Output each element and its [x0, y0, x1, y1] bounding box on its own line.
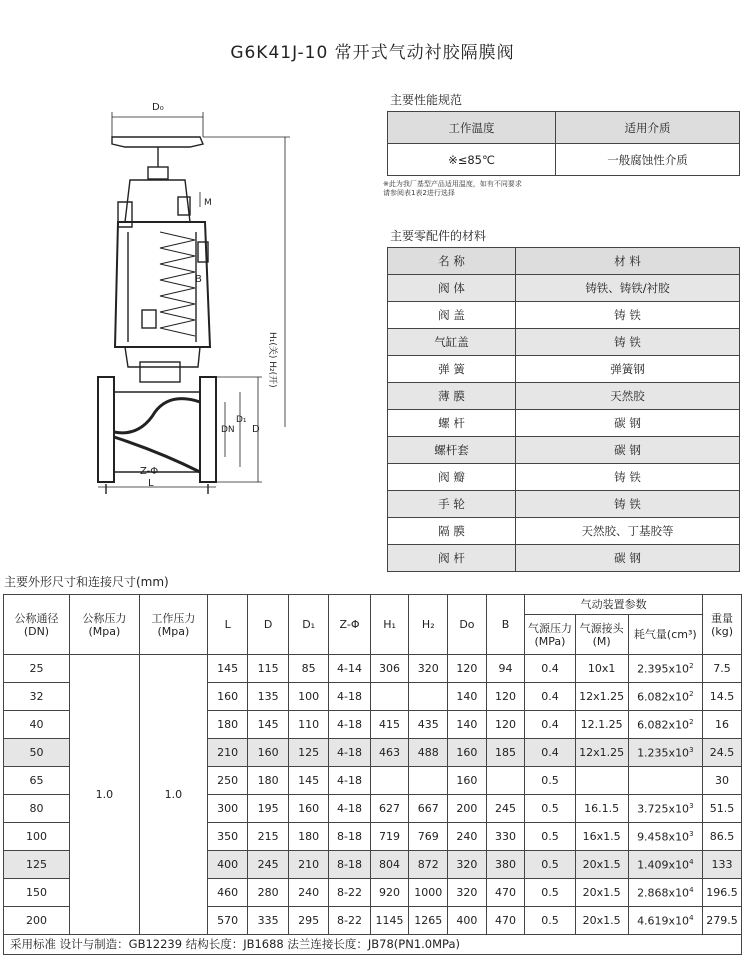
- dims-cell-dn: 50: [4, 739, 70, 767]
- dims-cell-Do: 320: [448, 879, 487, 907]
- dims-cell-H1: 920: [370, 879, 409, 907]
- label-h: H₁(关) H₂(开): [267, 332, 277, 388]
- materials-cell-mat: 铸 铁: [516, 464, 740, 491]
- dims-cell-L: 145: [207, 655, 247, 683]
- dims-cell-exp: 4: [689, 885, 694, 894]
- dims-cell-p: 0.5: [525, 879, 575, 907]
- dims-cell-Z: 8-22: [329, 907, 370, 935]
- dims-cell-c: $6.082x10^2$: [628, 683, 703, 711]
- perf-medium: 一般腐蚀性介质: [556, 144, 740, 176]
- materials-cell-mat: 碳 钢: [516, 545, 740, 572]
- dims-cell-p: 0.4: [525, 739, 575, 767]
- dims-cell-Do: 120: [448, 655, 487, 683]
- dims-cell-B: 120: [486, 683, 525, 711]
- dims-cell-c: $6.082x10^2$: [628, 711, 703, 739]
- materials-cell-mat: 弹簧钢: [516, 356, 740, 383]
- dims-cell-H1: 719: [370, 823, 409, 851]
- dims-cell-D: 135: [248, 683, 288, 711]
- dims-cell-Do: 200: [448, 795, 487, 823]
- dims-cell-L: 300: [207, 795, 247, 823]
- dims-cell-c: $1.235x10^3$: [628, 739, 703, 767]
- dims-cell-H1: 415: [370, 711, 409, 739]
- page-title: G6K41J-10 常开式气动衬胶隔膜阀: [230, 43, 515, 63]
- dims-cell-D1: 110: [288, 711, 328, 739]
- dims-cell-D: 180: [248, 767, 288, 795]
- dims-cell-p: 0.4: [525, 711, 575, 739]
- materials-cell-mat: 铸 铁: [516, 329, 740, 356]
- dims-cell-B: 120: [486, 711, 525, 739]
- dims-cell-c: $4.619x10^4$: [628, 907, 703, 935]
- dims-cell-Z: 4-14: [329, 655, 370, 683]
- materials-cell-mat: 天然胶、丁基胶等: [516, 518, 740, 545]
- dims-cell-p: 0.4: [525, 655, 575, 683]
- materials-row: [388, 545, 740, 572]
- dims-h-d: D: [248, 595, 288, 655]
- dims-cell-B: 470: [486, 907, 525, 935]
- dims-cell-H1: [370, 767, 409, 795]
- materials-cell-name: 薄 膜: [388, 383, 516, 410]
- dims-cell-dn: 200: [4, 907, 70, 935]
- dims-cell-D1: 240: [288, 879, 328, 907]
- dims-cell-D: 280: [248, 879, 288, 907]
- materials-row: [388, 302, 740, 329]
- dims-cell-p: 0.5: [525, 795, 575, 823]
- dims-cell-dn: 65: [4, 767, 70, 795]
- dims-cell-D: 195: [248, 795, 288, 823]
- dims-cell-c: $3.725x10^3$: [628, 795, 703, 823]
- dims-cell-H1: 306: [370, 655, 409, 683]
- materials-col-mat: 材 料: [516, 248, 740, 275]
- dims-cell-B: 245: [486, 795, 525, 823]
- label-d0: D₀: [152, 102, 164, 113]
- dims-cell-p: 0.5: [525, 767, 575, 795]
- dims-cell-B: 470: [486, 879, 525, 907]
- dims-cell-dn: 80: [4, 795, 70, 823]
- dims-cell-exp: 3: [689, 801, 694, 810]
- dims-cell-D1: 295: [288, 907, 328, 935]
- dims-cell-H2: 667: [409, 795, 448, 823]
- dims-cell-Z: 4-18: [329, 795, 370, 823]
- perf-note-line1: ※此为我厂基型产品适用温度，如有不同要求: [383, 180, 522, 188]
- materials-cell-name: 阀 瓣: [388, 464, 516, 491]
- materials-col-name: 名 称: [388, 248, 516, 275]
- dims-cell-j: 10x1: [575, 655, 628, 683]
- dims-cell-j: 12x1.25: [575, 739, 628, 767]
- materials-cell-mat: 碳 钢: [516, 437, 740, 464]
- dims-cell-j: 20x1.5: [575, 879, 628, 907]
- dims-cell-p: 0.5: [525, 907, 575, 935]
- label-m: M: [204, 198, 212, 208]
- dims-h-air-p: 气源压力(MPa): [525, 615, 575, 655]
- dims-cell-Z: 4-18: [329, 767, 370, 795]
- dims-cell-p: 0.5: [525, 823, 575, 851]
- dims-cell-j: 20x1.5: [575, 851, 628, 879]
- dims-cell-B: 330: [486, 823, 525, 851]
- dims-h-h2: H₂: [409, 595, 448, 655]
- dims-cell-dn: 100: [4, 823, 70, 851]
- dims-cell-exp: 3: [689, 829, 694, 838]
- materials-cell-mat: 天然胶: [516, 383, 740, 410]
- dims-cell-c: [628, 767, 703, 795]
- label-d1: D₁: [236, 415, 247, 425]
- materials-row: [388, 329, 740, 356]
- dims-cell-dn: 25: [4, 655, 70, 683]
- dims-cell-D1: 85: [288, 655, 328, 683]
- dims-cell-D1: 100: [288, 683, 328, 711]
- materials-row: [388, 518, 740, 545]
- dims-cell-D: 215: [248, 823, 288, 851]
- perf-table: [387, 111, 740, 176]
- dims-cell-L: 210: [207, 739, 247, 767]
- dims-cell-j: 12.1.25: [575, 711, 628, 739]
- materials-cell-name: 气缸盖: [388, 329, 516, 356]
- label-b: B: [195, 274, 202, 285]
- dims-table: [3, 594, 742, 935]
- materials-row: [388, 410, 740, 437]
- dims-cell-D: 160: [248, 739, 288, 767]
- dims-h-air-j: 气源接头(M): [575, 615, 628, 655]
- dims-cell-exp: 2: [689, 661, 694, 670]
- dims-cell-Z: 4-18: [329, 683, 370, 711]
- dims-h-air-c: 耗气量(cm³): [628, 615, 703, 655]
- dims-cell-w: 7.5: [703, 655, 742, 683]
- materials-cell-name: 螺杆套: [388, 437, 516, 464]
- dims-row: [4, 655, 742, 683]
- dims-cell-Z: 4-18: [329, 711, 370, 739]
- dims-cell-j: 12x1.25: [575, 683, 628, 711]
- valve-drawing: [70, 92, 310, 502]
- dims-cell-H2: [409, 767, 448, 795]
- dims-cell-c: $1.409x10^4$: [628, 851, 703, 879]
- dims-cell-B: 94: [486, 655, 525, 683]
- dims-cell-c: $2.868x10^4$: [628, 879, 703, 907]
- dims-h-wp: 工作压力(Mpa): [139, 595, 207, 655]
- dims-h-air: 气动装置参数: [525, 595, 703, 615]
- label-zphi: Z-Φ: [140, 466, 159, 477]
- dims-cell-H2: 769: [409, 823, 448, 851]
- dims-cell-w: 30: [703, 767, 742, 795]
- dims-cell-wp: 1.0: [139, 655, 207, 935]
- label-dn: DN: [221, 425, 235, 435]
- dims-cell-w: 24.5: [703, 739, 742, 767]
- dims-cell-H1: 1145: [370, 907, 409, 935]
- dims-cell-Do: 140: [448, 711, 487, 739]
- dims-cell-Z: 8-18: [329, 851, 370, 879]
- dims-cell-dn: 150: [4, 879, 70, 907]
- dims-h-h1: H₁: [370, 595, 409, 655]
- perf-col-temp: 工作温度: [388, 112, 556, 144]
- dims-cell-H1: 463: [370, 739, 409, 767]
- dims-cell-exp: 3: [689, 745, 694, 754]
- dims-cell-exp: 2: [689, 717, 694, 726]
- materials-row: [388, 464, 740, 491]
- dims-cell-c: $2.395x10^2$: [628, 655, 703, 683]
- materials-cell-mat: 碳 钢: [516, 410, 740, 437]
- materials-row: [388, 356, 740, 383]
- dims-cell-H1: [370, 683, 409, 711]
- dims-cell-j: [575, 767, 628, 795]
- dims-cell-H1: 804: [370, 851, 409, 879]
- dims-cell-exp: 2: [689, 689, 694, 698]
- dims-cell-L: 180: [207, 711, 247, 739]
- dims-cell-Do: 160: [448, 739, 487, 767]
- dims-h-wt: 重量(kg): [703, 595, 742, 655]
- dims-cell-D: 115: [248, 655, 288, 683]
- materials-row: [388, 491, 740, 518]
- dims-cell-w: 196.5: [703, 879, 742, 907]
- dims-cell-L: 460: [207, 879, 247, 907]
- dims-cell-L: 250: [207, 767, 247, 795]
- materials-cell-name: 螺 杆: [388, 410, 516, 437]
- dims-cell-L: 570: [207, 907, 247, 935]
- dims-cell-exp: 4: [689, 913, 694, 922]
- dims-cell-w: 133: [703, 851, 742, 879]
- dims-cell-Do: 400: [448, 907, 487, 935]
- dims-cell-H2: 435: [409, 711, 448, 739]
- materials-cell-mat: 铸铁、铸铁/衬胶: [516, 275, 740, 302]
- dims-cell-H2: 872: [409, 851, 448, 879]
- dims-cell-w: 279.5: [703, 907, 742, 935]
- dims-cell-p: 0.4: [525, 683, 575, 711]
- dims-cell-j: 16x1.5: [575, 823, 628, 851]
- dims-cell-j: 20x1.5: [575, 907, 628, 935]
- dims-cell-p: 0.5: [525, 851, 575, 879]
- materials-cell-name: 隔 膜: [388, 518, 516, 545]
- dims-cell-w: 51.5: [703, 795, 742, 823]
- dims-cell-w: 14.5: [703, 683, 742, 711]
- materials-row: [388, 275, 740, 302]
- dims-cell-Z: 4-18: [329, 739, 370, 767]
- dims-cell-Do: 240: [448, 823, 487, 851]
- dims-cell-exp: 4: [689, 857, 694, 866]
- dims-cell-Do: 140: [448, 683, 487, 711]
- dims-h-z: Z-Φ: [329, 595, 370, 655]
- materials-row: [388, 383, 740, 410]
- dims-cell-D: 145: [248, 711, 288, 739]
- perf-note: [383, 180, 522, 198]
- dims-cell-Do: 320: [448, 851, 487, 879]
- dims-cell-H1: 627: [370, 795, 409, 823]
- materials-table: [387, 247, 740, 572]
- dims-cell-D1: 160: [288, 795, 328, 823]
- dims-cell-Z: 8-22: [329, 879, 370, 907]
- dims-cell-dn: 125: [4, 851, 70, 879]
- standard-footer: 采用标准 设计与制造：GB12239 结构长度：JB1688 法兰连接长度：JB78(PN1.0MPa): [3, 933, 742, 955]
- dims-cell-B: 185: [486, 739, 525, 767]
- dims-cell-pn: 1.0: [69, 655, 139, 935]
- perf-note-line2: 请参阅表1表2进行选择: [383, 189, 455, 197]
- dims-cell-D1: 180: [288, 823, 328, 851]
- dims-cell-dn: 32: [4, 683, 70, 711]
- materials-heading: 主要零配件的材料: [390, 229, 487, 243]
- dims-heading: 主要外形尺寸和连接尺寸(mm): [4, 575, 169, 589]
- label-d: D: [252, 424, 260, 435]
- dims-cell-Do: 160: [448, 767, 487, 795]
- dims-cell-dn: 40: [4, 711, 70, 739]
- dims-h-dn: 公称通径(DN): [4, 595, 70, 655]
- dims-cell-D1: 145: [288, 767, 328, 795]
- dims-cell-w: 16: [703, 711, 742, 739]
- dims-cell-D1: 125: [288, 739, 328, 767]
- materials-cell-mat: 铸 铁: [516, 302, 740, 329]
- perf-temp: ※≤85℃: [388, 144, 556, 176]
- dims-cell-H2: 1000: [409, 879, 448, 907]
- materials-cell-name: 阀 盖: [388, 302, 516, 329]
- dims-cell-H2: [409, 683, 448, 711]
- dims-h-l: L: [207, 595, 247, 655]
- dims-h-pn: 公称压力(Mpa): [69, 595, 139, 655]
- label-l: L: [148, 478, 154, 489]
- dims-h-b: B: [486, 595, 525, 655]
- dims-cell-H2: 1265: [409, 907, 448, 935]
- perf-heading: 主要性能规范: [390, 93, 463, 107]
- dims-cell-D: 335: [248, 907, 288, 935]
- dims-cell-L: 400: [207, 851, 247, 879]
- dims-h-d1: D₁: [288, 595, 328, 655]
- dims-cell-H2: 488: [409, 739, 448, 767]
- dims-cell-B: [486, 767, 525, 795]
- materials-cell-mat: 铸 铁: [516, 491, 740, 518]
- materials-row: [388, 437, 740, 464]
- dims-cell-L: 160: [207, 683, 247, 711]
- materials-cell-name: 阀 杆: [388, 545, 516, 572]
- dims-cell-D: 245: [248, 851, 288, 879]
- dims-cell-H2: 320: [409, 655, 448, 683]
- dims-cell-c: $9.458x10^3$: [628, 823, 703, 851]
- materials-cell-name: 弹 簧: [388, 356, 516, 383]
- dims-cell-Z: 8-18: [329, 823, 370, 851]
- perf-col-medium: 适用介质: [556, 112, 740, 144]
- dims-cell-w: 86.5: [703, 823, 742, 851]
- dims-h-do: Do: [448, 595, 487, 655]
- materials-cell-name: 阀 体: [388, 275, 516, 302]
- dims-cell-D1: 210: [288, 851, 328, 879]
- dims-cell-B: 380: [486, 851, 525, 879]
- dims-cell-j: 16.1.5: [575, 795, 628, 823]
- materials-cell-name: 手 轮: [388, 491, 516, 518]
- dims-cell-L: 350: [207, 823, 247, 851]
